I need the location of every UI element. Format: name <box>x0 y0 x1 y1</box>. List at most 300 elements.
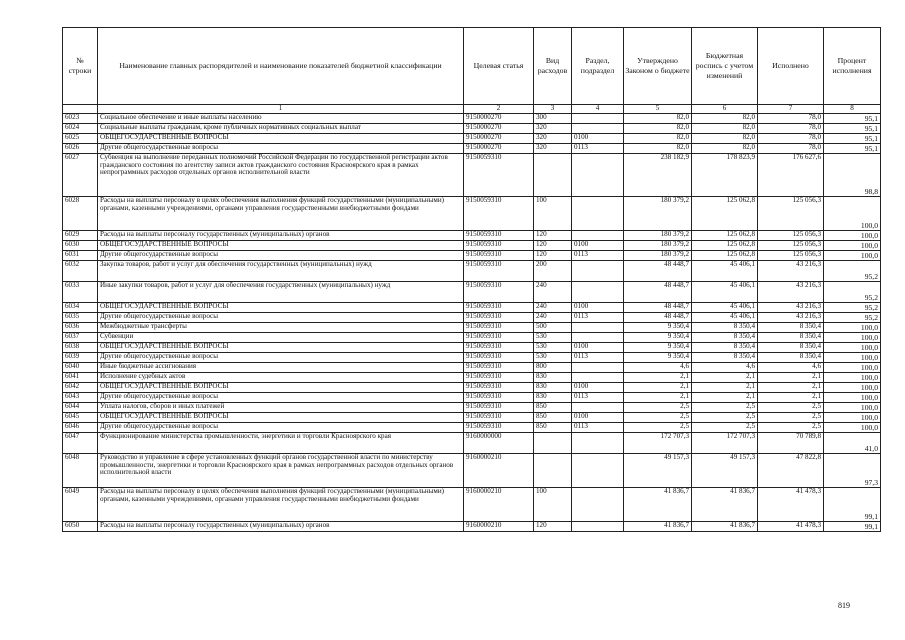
row-number-cell: 6045 <box>63 413 98 423</box>
expense-type-cell: 530 <box>534 343 572 353</box>
colnum-5: 5 <box>624 105 692 114</box>
executed-cell: 125 056,3 <box>758 251 824 261</box>
table-row <box>63 134 881 144</box>
section-cell <box>572 323 624 333</box>
target-article-cell: 9150000270 <box>464 134 534 144</box>
executed-cell: 78,0 <box>758 134 824 144</box>
approved-cell: 2,1 <box>624 393 692 403</box>
row-name-cell: Социальные выплаты гражданам, кроме публичных нормативных социальных выплат <box>98 124 464 134</box>
row-number-cell: 6037 <box>63 333 98 343</box>
header-target-article: Целевая статья <box>464 28 534 105</box>
target-article-cell: 9150059310 <box>464 303 534 313</box>
percent-cell: 95,1 <box>824 144 881 154</box>
colnum-6: 6 <box>692 105 758 114</box>
percent-cell: 99,1 <box>824 488 881 522</box>
row-name-cell: Иные бюджетные ассигнования <box>98 363 464 373</box>
expense-type-cell: 200 <box>534 261 572 282</box>
budget-plan-cell: 82,0 <box>692 134 758 144</box>
row-number-cell: 6046 <box>63 423 98 433</box>
executed-cell: 2,5 <box>758 413 824 423</box>
target-article-cell: 9160000210 <box>464 454 534 488</box>
executed-cell: 43 216,3 <box>758 313 824 323</box>
executed-cell: 125 056,3 <box>758 231 824 241</box>
executed-cell: 41 478,3 <box>758 488 824 522</box>
section-cell: 0100 <box>572 343 624 353</box>
target-article-cell: 9160000000 <box>464 433 534 454</box>
section-cell: 0113 <box>572 251 624 261</box>
target-article-cell: 9150059310 <box>464 393 534 403</box>
approved-cell: 48 448,7 <box>624 313 692 323</box>
table-row <box>63 313 881 323</box>
column-number-row <box>63 105 881 114</box>
colnum-7: 7 <box>758 105 824 114</box>
budget-plan-cell: 2,5 <box>692 413 758 423</box>
budget-table <box>62 27 881 532</box>
budget-plan-cell: 45 406,1 <box>692 282 758 303</box>
table-row <box>63 282 881 303</box>
table-row <box>63 363 881 373</box>
target-article-cell: 9160000210 <box>464 488 534 522</box>
row-number-cell: 6044 <box>63 403 98 413</box>
colnum-0 <box>63 105 98 114</box>
row-name-cell: Другие общегосударственные вопросы <box>98 251 464 261</box>
table-row <box>63 303 881 313</box>
budget-plan-cell: 178 823,9 <box>692 154 758 197</box>
budget-plan-cell: 82,0 <box>692 124 758 134</box>
approved-cell: 82,0 <box>624 124 692 134</box>
section-cell <box>572 488 624 522</box>
row-number-cell: 6033 <box>63 282 98 303</box>
table-row <box>63 333 881 343</box>
header-name: Наименование главных распорядителей и наименование показателей бюджетной классификации <box>98 28 464 105</box>
executed-cell: 176 627,6 <box>758 154 824 197</box>
percent-cell: 100,0 <box>824 197 881 231</box>
percent-cell: 100,0 <box>824 403 881 413</box>
percent-cell: 100,0 <box>824 423 881 433</box>
row-number-cell: 6050 <box>63 522 98 532</box>
executed-cell: 8 350,4 <box>758 333 824 343</box>
expense-type-cell: 830 <box>534 373 572 383</box>
row-name-cell: Другие общегосударственные вопросы <box>98 144 464 154</box>
approved-cell: 180 379,2 <box>624 231 692 241</box>
budget-plan-cell: 45 406,1 <box>692 313 758 323</box>
row-name-cell: Исполнение судебных актов <box>98 373 464 383</box>
target-article-cell: 9150059310 <box>464 373 534 383</box>
row-number-cell: 6041 <box>63 373 98 383</box>
row-name-cell: Расходы на выплаты персоналу государственных (муниципальных) органов <box>98 522 464 532</box>
row-number-cell: 6032 <box>63 261 98 282</box>
approved-cell: 180 379,2 <box>624 197 692 231</box>
table-row <box>63 393 881 403</box>
row-number-cell: 6036 <box>63 323 98 333</box>
row-number-cell: 6039 <box>63 353 98 363</box>
approved-cell: 9 350,4 <box>624 343 692 353</box>
expense-type-cell: 100 <box>534 197 572 231</box>
expense-type-cell: 120 <box>534 241 572 251</box>
section-cell: 0100 <box>572 383 624 393</box>
budget-plan-cell: 125 062,8 <box>692 197 758 231</box>
row-name-cell: ОБЩЕГОСУДАРСТВЕННЫЕ ВОПРОСЫ <box>98 241 464 251</box>
expense-type-cell: 240 <box>534 313 572 323</box>
percent-cell: 95,1 <box>824 124 881 134</box>
executed-cell: 43 216,3 <box>758 282 824 303</box>
row-number-cell: 6038 <box>63 343 98 353</box>
header-executed: Исполнено <box>758 28 824 105</box>
target-article-cell: 9150059310 <box>464 261 534 282</box>
expense-type-cell: 830 <box>534 393 572 403</box>
section-cell: 0113 <box>572 423 624 433</box>
row-name-cell: Субвенция на выполнение переданных полномочий Российской Федерации по государственной регистрации актов гражданского состояния по агентству записи актов гражданского состояния Красноярского края в рамках непрограммных расходов отдельных органов исполнительной власти <box>98 154 464 197</box>
expense-type-cell: 120 <box>534 522 572 532</box>
approved-cell: 172 707,3 <box>624 433 692 454</box>
table-row <box>63 413 881 423</box>
section-cell: 0113 <box>572 144 624 154</box>
row-number-cell: 6027 <box>63 154 98 197</box>
approved-cell: 238 182,9 <box>624 154 692 197</box>
target-article-cell: 9150059310 <box>464 154 534 197</box>
header-section: Раздел, подраздел <box>572 28 624 105</box>
table-row <box>63 197 881 231</box>
percent-cell: 100,0 <box>824 383 881 393</box>
row-name-cell: Закупка товаров, работ и услуг для обеспечения государственных (муниципальных) нужд <box>98 261 464 282</box>
header-percent: Процент исполнения <box>824 28 881 105</box>
target-article-cell: 9150059310 <box>464 333 534 343</box>
executed-cell: 2,1 <box>758 393 824 403</box>
expense-type-cell: 500 <box>534 323 572 333</box>
table-row <box>63 323 881 333</box>
target-article-cell: 9150000270 <box>464 114 534 124</box>
percent-cell: 95,1 <box>824 114 881 124</box>
approved-cell: 9 350,4 <box>624 333 692 343</box>
budget-plan-cell: 2,1 <box>692 393 758 403</box>
target-article-cell: 9150000270 <box>464 124 534 134</box>
budget-plan-cell: 2,1 <box>692 383 758 393</box>
row-number-cell: 6031 <box>63 251 98 261</box>
target-article-cell: 9150059310 <box>464 403 534 413</box>
budget-plan-cell: 45 406,1 <box>692 261 758 282</box>
table-row <box>63 353 881 363</box>
budget-plan-cell: 8 350,4 <box>692 353 758 363</box>
approved-cell: 180 379,2 <box>624 251 692 261</box>
row-name-cell: Уплата налогов, сборов и иных платежей <box>98 403 464 413</box>
table-body <box>63 114 881 532</box>
section-cell <box>572 433 624 454</box>
header-row-number: № строки <box>63 28 98 105</box>
executed-cell: 78,0 <box>758 124 824 134</box>
colnum-3: 3 <box>534 105 572 114</box>
target-article-cell: 9150059310 <box>464 363 534 373</box>
budget-plan-cell: 2,5 <box>692 403 758 413</box>
target-article-cell: 9150059310 <box>464 423 534 433</box>
row-name-cell: Другие общегосударственные вопросы <box>98 393 464 403</box>
row-number-cell: 6028 <box>63 197 98 231</box>
budget-plan-cell: 41 836,7 <box>692 522 758 532</box>
approved-cell: 82,0 <box>624 114 692 124</box>
expense-type-cell: 120 <box>534 231 572 241</box>
header-budget-plan: Бюджетная роспись с учетом изменений <box>692 28 758 105</box>
percent-cell: 95,2 <box>824 313 881 323</box>
approved-cell: 48 448,7 <box>624 282 692 303</box>
table-row <box>63 403 881 413</box>
expense-type-cell <box>534 433 572 454</box>
section-cell: 0100 <box>572 134 624 144</box>
budget-plan-cell: 41 836,7 <box>692 488 758 522</box>
percent-cell: 100,0 <box>824 393 881 403</box>
expense-type-cell: 320 <box>534 124 572 134</box>
row-name-cell: ОБЩЕГОСУДАРСТВЕННЫЕ ВОПРОСЫ <box>98 343 464 353</box>
expense-type-cell <box>534 154 572 197</box>
row-name-cell: Руководство и управление в сфере установленных функций органов государственной власти по министерству промышленности, энергетики и торговли Красноярского края в рамках непрограммных расходов отдельных органов исполнительной власти <box>98 454 464 488</box>
section-cell <box>572 363 624 373</box>
expense-type-cell: 530 <box>534 333 572 343</box>
budget-plan-cell: 125 062,8 <box>692 241 758 251</box>
table-row <box>63 231 881 241</box>
table-row <box>63 454 881 488</box>
row-name-cell: Субвенции <box>98 333 464 343</box>
section-cell <box>572 261 624 282</box>
target-article-cell: 9160000210 <box>464 522 534 532</box>
expense-type-cell <box>534 454 572 488</box>
row-number-cell: 6042 <box>63 383 98 393</box>
expense-type-cell: 850 <box>534 423 572 433</box>
target-article-cell: 9150059310 <box>464 231 534 241</box>
target-article-cell: 9150059310 <box>464 197 534 231</box>
percent-cell: 98,8 <box>824 154 881 197</box>
row-number-cell: 6029 <box>63 231 98 241</box>
row-number-cell: 6024 <box>63 124 98 134</box>
section-cell: 0113 <box>572 313 624 323</box>
section-cell <box>572 373 624 383</box>
budget-plan-cell: 82,0 <box>692 144 758 154</box>
approved-cell: 82,0 <box>624 144 692 154</box>
percent-cell: 100,0 <box>824 323 881 333</box>
executed-cell: 78,0 <box>758 114 824 124</box>
row-number-cell: 6026 <box>63 144 98 154</box>
budget-plan-cell: 125 062,8 <box>692 251 758 261</box>
percent-cell: 100,0 <box>824 343 881 353</box>
executed-cell: 41 478,3 <box>758 522 824 532</box>
percent-cell: 100,0 <box>824 363 881 373</box>
executed-cell: 2,5 <box>758 423 824 433</box>
percent-cell: 41,0 <box>824 433 881 454</box>
row-number-cell: 6040 <box>63 363 98 373</box>
row-number-cell: 6025 <box>63 134 98 144</box>
approved-cell: 2,5 <box>624 403 692 413</box>
table-row <box>63 522 881 532</box>
header-row <box>63 28 881 105</box>
approved-cell: 48 448,7 <box>624 261 692 282</box>
expense-type-cell: 320 <box>534 134 572 144</box>
percent-cell: 95,2 <box>824 303 881 313</box>
expense-type-cell: 120 <box>534 251 572 261</box>
executed-cell: 43 216,3 <box>758 261 824 282</box>
row-number-cell: 6047 <box>63 433 98 454</box>
section-cell <box>572 522 624 532</box>
expense-type-cell: 240 <box>534 303 572 313</box>
row-name-cell: Другие общегосударственные вопросы <box>98 313 464 323</box>
percent-cell: 100,0 <box>824 251 881 261</box>
expense-type-cell: 830 <box>534 383 572 393</box>
approved-cell: 9 350,4 <box>624 323 692 333</box>
row-name-cell: Другие общегосударственные вопросы <box>98 353 464 363</box>
table-row <box>63 433 881 454</box>
approved-cell: 48 448,7 <box>624 303 692 313</box>
row-name-cell: Функционирование министерства промышленности, энергетики и торговли Красноярского края <box>98 433 464 454</box>
table-row <box>63 251 881 261</box>
budget-plan-cell: 2,5 <box>692 423 758 433</box>
expense-type-cell: 850 <box>534 403 572 413</box>
expense-type-cell: 530 <box>534 353 572 363</box>
executed-cell: 8 350,4 <box>758 343 824 353</box>
percent-cell: 100,0 <box>824 333 881 343</box>
section-cell <box>572 333 624 343</box>
row-name-cell: Иные закупки товаров, работ и услуг для обеспечения государственных (муниципальных) нужд <box>98 282 464 303</box>
row-name-cell: Расходы на выплаты персоналу в целях обеспечения выполнения функций государственными (муниципальными) органами, казенными учреждениями, органами управления государственными внебюджетными фондами <box>98 488 464 522</box>
target-article-cell: 9150059310 <box>464 383 534 393</box>
row-name-cell: ОБЩЕГОСУДАРСТВЕННЫЕ ВОПРОСЫ <box>98 383 464 393</box>
table-row <box>63 144 881 154</box>
budget-plan-cell: 82,0 <box>692 114 758 124</box>
table-row <box>63 114 881 124</box>
approved-cell: 4,6 <box>624 363 692 373</box>
approved-cell: 41 836,7 <box>624 488 692 522</box>
executed-cell: 43 216,3 <box>758 303 824 313</box>
header-expense-type: Вид расходов <box>534 28 572 105</box>
row-number-cell: 6043 <box>63 393 98 403</box>
executed-cell: 2,5 <box>758 403 824 413</box>
approved-cell: 82,0 <box>624 134 692 144</box>
target-article-cell: 9150059310 <box>464 413 534 423</box>
table-row <box>63 241 881 251</box>
row-number-cell: 6023 <box>63 114 98 124</box>
executed-cell: 78,0 <box>758 144 824 154</box>
row-name-cell: Расходы на выплаты персоналу государственных (муниципальных) органов <box>98 231 464 241</box>
row-name-cell: ОБЩЕГОСУДАРСТВЕННЫЕ ВОПРОСЫ <box>98 303 464 313</box>
target-article-cell: 9150059310 <box>464 251 534 261</box>
executed-cell: 125 056,3 <box>758 241 824 251</box>
section-cell <box>572 454 624 488</box>
row-name-cell: ОБЩЕГОСУДАРСТВЕННЫЕ ВОПРОСЫ <box>98 134 464 144</box>
approved-cell: 49 157,3 <box>624 454 692 488</box>
section-cell: 0100 <box>572 241 624 251</box>
percent-cell: 100,0 <box>824 241 881 251</box>
colnum-8: 8 <box>824 105 881 114</box>
budget-plan-cell: 2,1 <box>692 373 758 383</box>
percent-cell: 97,3 <box>824 454 881 488</box>
row-name-cell: ОБЩЕГОСУДАРСТВЕННЫЕ ВОПРОСЫ <box>98 413 464 423</box>
table-row <box>63 423 881 433</box>
section-cell: 0113 <box>572 353 624 363</box>
row-number-cell: 6034 <box>63 303 98 313</box>
expense-type-cell: 240 <box>534 282 572 303</box>
percent-cell: 95,1 <box>824 134 881 144</box>
approved-cell: 2,5 <box>624 423 692 433</box>
percent-cell: 100,0 <box>824 231 881 241</box>
section-cell: 0100 <box>572 303 624 313</box>
budget-plan-cell: 45 406,1 <box>692 303 758 313</box>
section-cell: 0100 <box>572 413 624 423</box>
section-cell <box>572 154 624 197</box>
header-approved: Утверждено Законом о бюджете <box>624 28 692 105</box>
section-cell <box>572 124 624 134</box>
expense-type-cell: 850 <box>534 413 572 423</box>
executed-cell: 125 056,3 <box>758 197 824 231</box>
section-cell <box>572 403 624 413</box>
table-row <box>63 154 881 197</box>
approved-cell: 2,5 <box>624 413 692 423</box>
budget-plan-cell: 8 350,4 <box>692 323 758 333</box>
target-article-cell: 9150000270 <box>464 144 534 154</box>
row-name-cell: Другие общегосударственные вопросы <box>98 423 464 433</box>
budget-plan-cell: 125 062,8 <box>692 231 758 241</box>
approved-cell: 2,1 <box>624 373 692 383</box>
executed-cell: 47 822,8 <box>758 454 824 488</box>
expense-type-cell: 800 <box>534 363 572 373</box>
percent-cell: 100,0 <box>824 413 881 423</box>
row-name-cell: Межбюджетные трансферты <box>98 323 464 333</box>
target-article-cell: 9150059310 <box>464 313 534 323</box>
percent-cell: 95,2 <box>824 261 881 282</box>
percent-cell: 99,1 <box>824 522 881 532</box>
budget-plan-cell: 4,6 <box>692 363 758 373</box>
expense-type-cell: 320 <box>534 144 572 154</box>
approved-cell: 2,1 <box>624 383 692 393</box>
target-article-cell: 9150059310 <box>464 241 534 251</box>
section-cell <box>572 197 624 231</box>
executed-cell: 8 350,4 <box>758 323 824 333</box>
executed-cell: 4,6 <box>758 363 824 373</box>
section-cell <box>572 231 624 241</box>
table-row <box>63 488 881 522</box>
table-row <box>63 124 881 134</box>
target-article-cell: 9150059310 <box>464 343 534 353</box>
page-number: 819 <box>838 601 850 610</box>
table-row <box>63 261 881 282</box>
row-name-cell: Расходы на выплаты персоналу в целях обеспечения выполнения функций государственными (муниципальными) органами, казенными учреждениями, органами управления государственными внебюджетными фондами <box>98 197 464 231</box>
section-cell <box>572 114 624 124</box>
budget-plan-cell: 8 350,4 <box>692 333 758 343</box>
section-cell: 0113 <box>572 393 624 403</box>
row-number-cell: 6035 <box>63 313 98 323</box>
approved-cell: 180 379,2 <box>624 241 692 251</box>
approved-cell: 9 350,4 <box>624 353 692 363</box>
expense-type-cell: 300 <box>534 114 572 124</box>
executed-cell: 70 789,8 <box>758 433 824 454</box>
colnum-2: 2 <box>464 105 534 114</box>
executed-cell: 2,1 <box>758 383 824 393</box>
section-cell <box>572 282 624 303</box>
table-row <box>63 383 881 393</box>
row-number-cell: 6030 <box>63 241 98 251</box>
approved-cell: 41 836,7 <box>624 522 692 532</box>
row-name-cell: Социальное обеспечение и иные выплаты населению <box>98 114 464 124</box>
target-article-cell: 9150059310 <box>464 323 534 333</box>
budget-plan-cell: 8 350,4 <box>692 343 758 353</box>
row-number-cell: 6049 <box>63 488 98 522</box>
budget-plan-cell: 172 707,3 <box>692 433 758 454</box>
colnum-4: 4 <box>572 105 624 114</box>
executed-cell: 2,1 <box>758 373 824 383</box>
executed-cell: 8 350,4 <box>758 353 824 363</box>
table-row <box>63 343 881 353</box>
table-row <box>63 373 881 383</box>
percent-cell: 95,2 <box>824 282 881 303</box>
target-article-cell: 9150059310 <box>464 353 534 363</box>
expense-type-cell: 100 <box>534 488 572 522</box>
percent-cell: 100,0 <box>824 353 881 363</box>
target-article-cell: 9150059310 <box>464 282 534 303</box>
budget-plan-cell: 49 157,3 <box>692 454 758 488</box>
